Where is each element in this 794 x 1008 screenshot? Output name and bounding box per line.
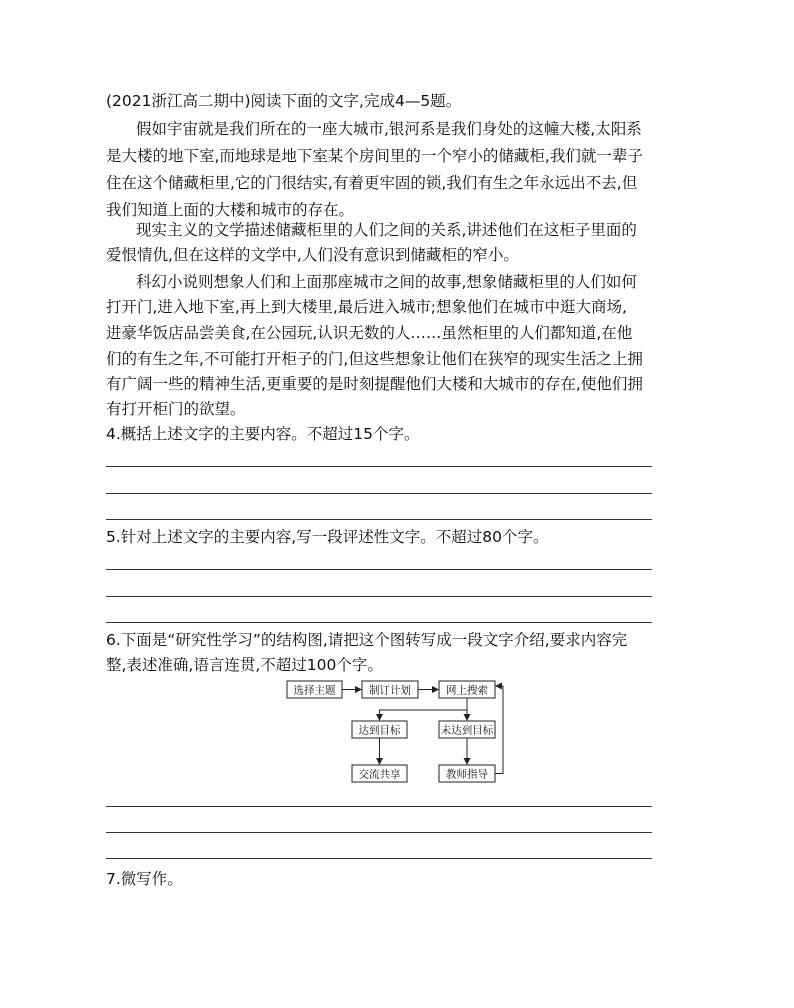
passage-line: 有打开柜门的欲望。 (106, 400, 246, 418)
question-7: 7.微写作。 (106, 870, 183, 888)
box-goal-not-reached (439, 721, 495, 738)
box-choose-topic (287, 681, 342, 698)
box-label: 教师指导 (446, 768, 488, 781)
box-label: 交流共享 (358, 768, 401, 781)
box-goal-reached (352, 721, 407, 738)
passage-line: 进豪华饭店品尝美食,在公园玩,认识无数的人……虽然柜里的人们都知道,在他 (106, 324, 633, 342)
question-5: 5.针对上述文字的主要内容,写一段评述性文字。不超过80个字。 (106, 528, 549, 546)
answer-line[interactable] (106, 832, 652, 833)
answer-line[interactable] (106, 806, 652, 807)
question-6-line-2: 整,表述准确,语言连贯,不超过100个字。 (106, 656, 383, 674)
passage-line: 我们知道上面的大楼和城市的存在。 (106, 201, 355, 219)
arrow (380, 698, 468, 720)
box-web-search (439, 681, 495, 698)
box-label: 未达到目标 (440, 724, 494, 737)
intro-line: (2021浙江高二期中)阅读下面的文字,完成4—5题。 (106, 92, 462, 110)
box-label: 选择主题 (293, 684, 336, 697)
passage-line: 有广阔一些的精神生活,更重要的是时刻提醒他们大楼和大城市的存在,使他们拥 (106, 375, 643, 393)
box-label: 达到目标 (358, 724, 401, 737)
arrow (495, 686, 503, 774)
question-6-line-1: 6.下面是“研究性学习”的结构图,请把这个图转写成一段文字介绍,要求内容完 (106, 631, 628, 649)
answer-line[interactable] (106, 858, 652, 859)
passage-line: 科幻小说则想象人们和上面那座城市之间的故事,想象储藏柜里的人们如何 (136, 273, 637, 291)
passage-line: 打开门,进入地下室,再上到大楼里,最后进入城市;想象他们在城市中逛大商场, (106, 298, 627, 316)
passage-line: 爱恨情仇,但在这样的文学中,人们没有意识到储藏柜的窄小。 (106, 246, 519, 264)
box-make-plan (362, 681, 418, 698)
box-label: 制订计划 (369, 684, 411, 697)
question-4: 4.概括上述文字的主要内容。不超过15个字。 (106, 425, 420, 443)
passage-line: 住在这个储藏柜里,它的门很结实,有着更牢固的锁,我们有生之年永远出不去,但 (106, 174, 638, 192)
box-share (352, 765, 407, 782)
passage-line: 是大楼的地下室,而地球是地下室某个房间里的一个窄小的储藏柜,我们就一辈子 (106, 147, 643, 165)
passage-line: 现实主义的文学描述储藏柜里的人们之间的关系,讲述他们在这柜子里面的 (136, 221, 637, 239)
passage-line: 假如宇宙就是我们所在的一座大城市,银河系是我们身处的这幢大楼,太阳系 (136, 120, 642, 138)
box-label: 网上搜索 (446, 684, 488, 697)
box-teacher-guidance (439, 765, 495, 782)
passage-line: 们的有生之年,不可能打开柜子的门,但这些想象让他们在狭窄的现实生活之上拥 (106, 350, 643, 368)
